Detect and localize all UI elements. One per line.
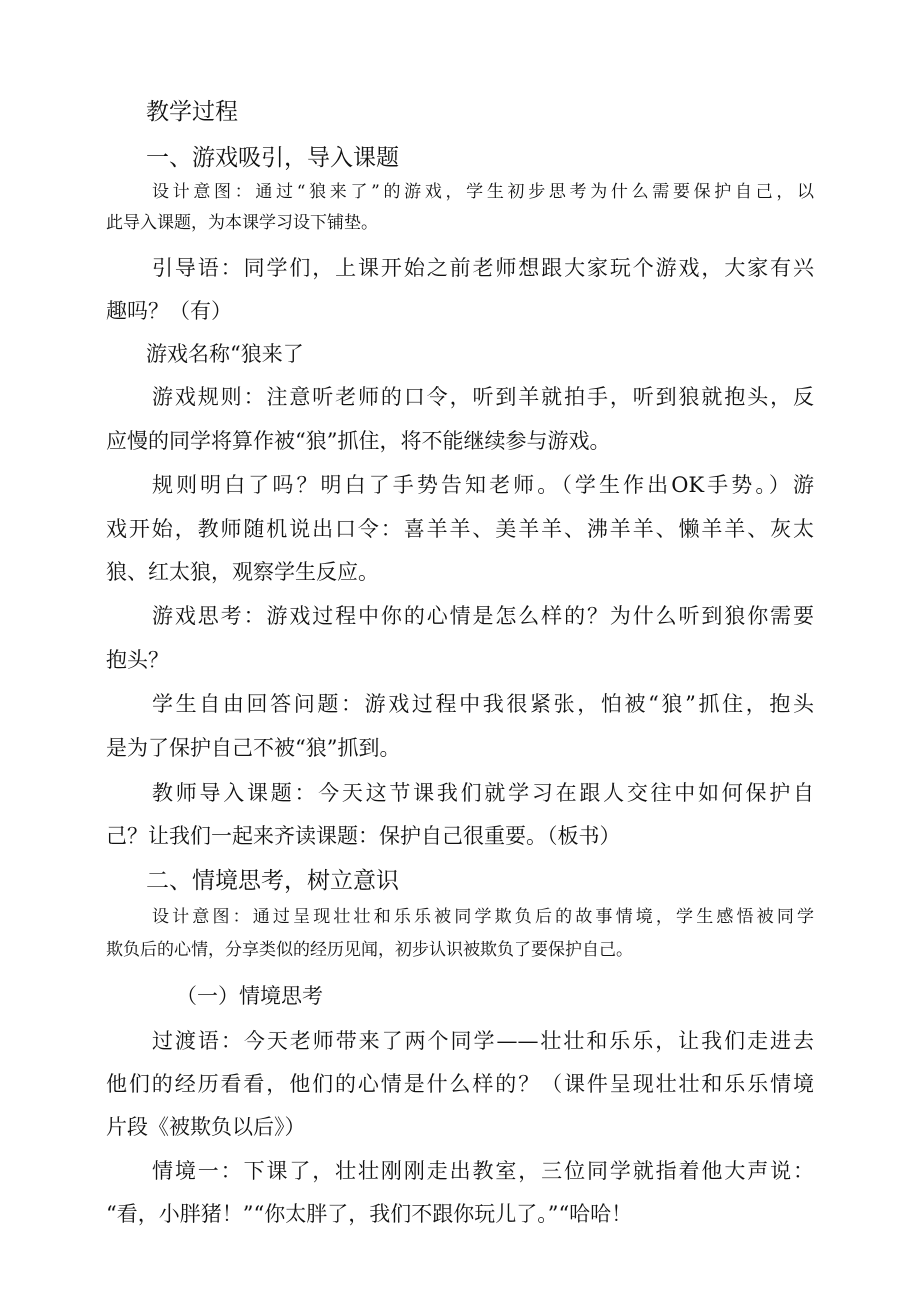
lead-in-line-2: 趣吗？（有） [106, 299, 232, 323]
transition-line-2: 他们的经历看看，他们的心情是什么样的？（课件呈现壮壮和乐乐情境 [106, 1072, 814, 1096]
section-1-design-intent-line-2: 此导入课题，为本课学习设下铺垫。 [106, 213, 378, 233]
game-name: 游戏名称“狼来了 [146, 342, 304, 366]
student-answer-line-1: 学生自由回答问题：游戏过程中我很紧张，怕被“狼”抓住，抱头 [152, 692, 814, 716]
section-1-design-intent-line-1: 设计意图：通过“狼来了”的游戏，学生初步思考为什么需要保护自己，以 [152, 182, 814, 202]
teacher-intro-line-2: 己？让我们一起来齐读课题：保护自己很重要。（板书） [106, 824, 621, 848]
lead-in-line-1: 引导语：同学们，上课开始之前老师想跟大家玩个游戏，大家有兴 [152, 256, 814, 280]
subsection-heading: （一）情境思考 [176, 984, 323, 1008]
game-rules-line-1: 游戏规则：注意听老师的口令，听到羊就拍手，听到狼就抱头，反 [152, 385, 814, 409]
transition-line-3: 片段《被欺负以后》） [106, 1115, 306, 1139]
rules-check-line-3: 狼、红太狼，观察学生反应。 [106, 560, 379, 584]
rules-check-line-2: 戏开始，教师随机说出口令：喜羊羊、美羊羊、沸羊羊、懒羊羊、灰太 [106, 517, 814, 541]
scenario-1-line-1: 情境一：下课了，壮壮刚刚走出教室，三位同学就指着他大声说： [152, 1159, 814, 1183]
section-2-heading: 二、情境思考，树立意识 [146, 868, 399, 894]
student-answer-line-2: 是为了保护自己不被“狼”抓到。 [106, 736, 401, 760]
game-reflection-line-1: 游戏思考：游戏过程中你的心情是怎么样的？为什么听到狼你需要 [152, 604, 814, 628]
teacher-intro-line-1: 教师导入课题：今天这节课我们就学习在跟人交往中如何保护自 [152, 781, 814, 805]
game-rules-line-2: 应慢的同学将算作被“狼”抓住，将不能继续参与游戏。 [106, 429, 611, 453]
rules-check-line-1: 规则明白了吗？明白了手势告知老师。（学生作出OK手势。）游 [152, 473, 814, 497]
scenario-1-line-2: “看，小胖猪！”“你太胖了，我们不跟你玩儿了。”“哈哈！ [106, 1202, 633, 1226]
section-2-design-intent-line-2: 欺负后的心情，分享类似的经历见闻，初步认识被欺负了要保护自己。 [106, 940, 633, 960]
game-reflection-line-2: 抱头？ [106, 648, 169, 672]
section-1-heading: 一、游戏吸引，导入课题 [146, 145, 399, 171]
page-title: 教学过程 [146, 99, 238, 125]
transition-line-1: 过渡语：今天老师带来了两个同学——壮壮和乐乐，让我们走进去 [152, 1029, 814, 1053]
section-2-design-intent-line-1: 设计意图：通过呈现壮壮和乐乐被同学欺负后的故事情境，学生感悟被同学 [152, 907, 814, 927]
